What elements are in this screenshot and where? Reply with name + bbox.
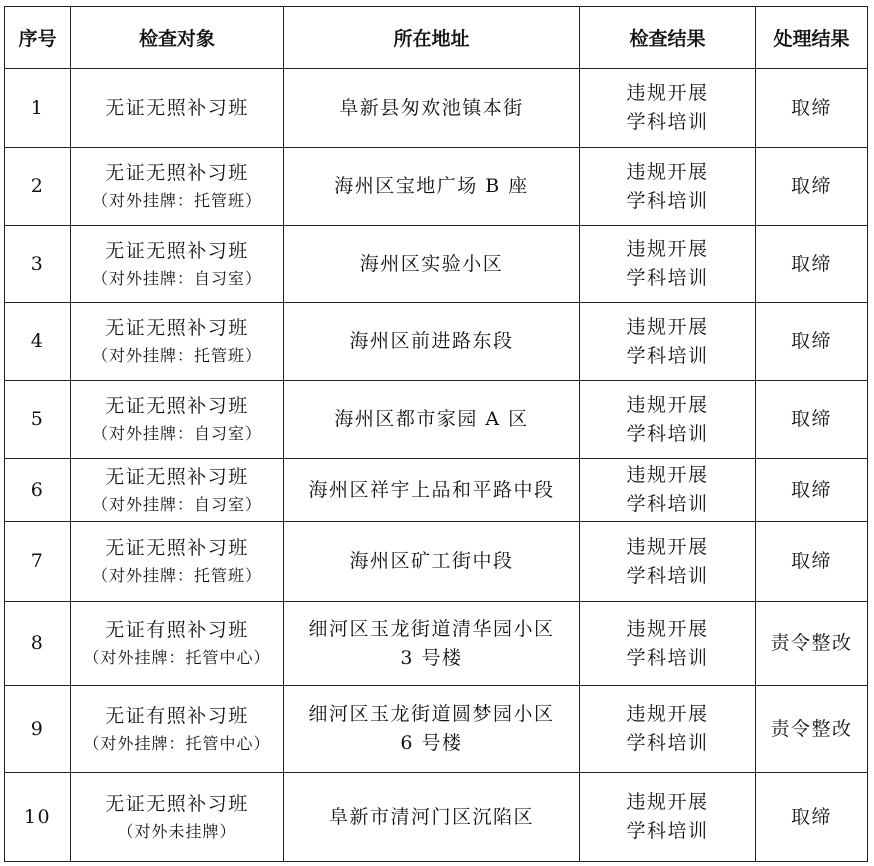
handling-result: 取缔 xyxy=(790,330,832,352)
inspection-object-cell xyxy=(71,522,284,602)
address-line: 海州区矿工街中段 xyxy=(349,550,514,572)
table-row xyxy=(5,148,868,226)
object-signage-note: （对外挂牌：托管班） xyxy=(91,566,262,585)
inspection-object: 无证无照补习班 xyxy=(105,239,249,262)
inspection-object-cell xyxy=(71,773,284,862)
inspection-result-cell xyxy=(580,773,756,862)
inspection-object: 无证有照补习班 xyxy=(105,704,249,727)
inspection-result-line: 学科培训 xyxy=(626,111,709,133)
address-cell xyxy=(284,459,580,522)
inspection-result-cell xyxy=(580,522,756,602)
inspection-result-cell xyxy=(580,226,756,303)
serial-number: 2 xyxy=(30,175,45,197)
handling-result: 取缔 xyxy=(790,175,832,197)
serial-number: 10 xyxy=(23,805,52,828)
table-row xyxy=(5,602,868,686)
serial-number-cell xyxy=(5,69,71,148)
handling-result: 取缔 xyxy=(790,805,832,828)
serial-number: 3 xyxy=(30,252,45,275)
table-row xyxy=(5,226,868,303)
inspection-object-cell xyxy=(71,602,284,686)
inspection-object: 无证有照补习班 xyxy=(105,619,249,641)
header-handling-result: 处理结果 xyxy=(756,7,868,69)
object-signage-note: （对外挂牌：托管班） xyxy=(91,346,262,365)
serial-number: 8 xyxy=(30,632,45,654)
serial-number-cell xyxy=(5,459,71,522)
serial-number: 5 xyxy=(30,408,45,430)
inspection-object: 无证无照补习班 xyxy=(105,537,249,559)
inspection-object: 无证无照补习班 xyxy=(105,162,249,184)
address-cell xyxy=(284,602,580,686)
handling-result-cell xyxy=(756,522,868,602)
serial-number: 7 xyxy=(30,550,45,572)
inspection-result-line: 学科培训 xyxy=(626,732,709,754)
inspection-result-line: 学科培训 xyxy=(626,820,709,842)
inspection-object: 无证无照补习班 xyxy=(105,792,249,815)
address-line: 阜新市清河门区沉陷区 xyxy=(328,805,534,828)
inspection-result-cell xyxy=(580,69,756,148)
inspection-result-line: 违规开展 xyxy=(626,791,709,813)
object-signage-note: （对外挂牌：托管中心） xyxy=(83,733,271,753)
address-cell xyxy=(284,773,580,862)
object-signage-note: （对外未挂牌） xyxy=(117,821,237,841)
table-row xyxy=(5,522,868,602)
inspection-object-cell xyxy=(71,69,284,148)
handling-result: 取缔 xyxy=(790,252,832,275)
inspection-result-line: 违规开展 xyxy=(626,393,709,416)
object-signage-note: （对外挂牌：自习室） xyxy=(91,268,262,288)
serial-number-cell xyxy=(5,226,71,303)
object-signage-note: （对外挂牌：自习室） xyxy=(91,424,262,443)
serial-number: 4 xyxy=(30,330,45,352)
inspection-result-cell xyxy=(580,686,756,773)
inspection-result-line: 违规开展 xyxy=(626,617,709,640)
inspection-result-line: 学科培训 xyxy=(626,646,709,669)
inspection-result-line: 学科培训 xyxy=(626,189,709,212)
handling-result-cell xyxy=(756,773,868,862)
address-cell xyxy=(284,148,580,226)
inspection-result-cell xyxy=(580,459,756,522)
handling-result-cell xyxy=(756,148,868,226)
inspection-result-line: 学科培训 xyxy=(626,267,709,289)
header-inspection-object: 检查对象 xyxy=(71,7,284,69)
header-address: 所在地址 xyxy=(284,7,580,69)
inspection-result-line: 违规开展 xyxy=(626,464,709,486)
table-row xyxy=(5,303,868,381)
handling-result: 取缔 xyxy=(790,478,832,501)
header-serial-number: 序号 xyxy=(5,7,71,69)
object-signage-note: （对外挂牌：托管中心） xyxy=(83,648,271,667)
inspection-result-line: 学科培训 xyxy=(626,493,709,515)
address-line: 海州区前进路东段 xyxy=(349,330,514,352)
table-row xyxy=(5,381,868,459)
address-cell xyxy=(284,226,580,303)
address-cell xyxy=(284,69,580,148)
header-row xyxy=(5,7,868,69)
inspection-result-line: 违规开展 xyxy=(626,703,709,725)
inspection-result-line: 违规开展 xyxy=(626,535,709,558)
handling-result-cell xyxy=(756,303,868,381)
handling-result: 责令整改 xyxy=(770,717,853,740)
object-signage-note: （对外挂牌：托管班） xyxy=(91,191,262,210)
address-cell xyxy=(284,522,580,602)
address-cell xyxy=(284,303,580,381)
handling-result-cell xyxy=(756,381,868,459)
handling-result-cell xyxy=(756,459,868,522)
inspection-object: 无证无照补习班 xyxy=(105,96,249,119)
table-body xyxy=(5,69,868,862)
inspection-object-cell xyxy=(71,459,284,522)
inspection-object-cell xyxy=(71,686,284,773)
table-row xyxy=(5,459,868,522)
address-line: 3 号楼 xyxy=(400,646,463,669)
address-line: 海州区实验小区 xyxy=(359,252,504,275)
handling-result: 责令整改 xyxy=(770,632,853,654)
address-line: 细河区玉龙街道圆梦园小区 xyxy=(308,703,555,725)
serial-number-cell xyxy=(5,303,71,381)
serial-number: 6 xyxy=(30,478,45,501)
inspection-result-line: 学科培训 xyxy=(626,422,709,445)
serial-number-cell xyxy=(5,686,71,773)
address-cell xyxy=(284,381,580,459)
inspection-result-cell xyxy=(580,381,756,459)
serial-number-cell xyxy=(5,522,71,602)
handling-result-cell xyxy=(756,69,868,148)
handling-result-cell xyxy=(756,226,868,303)
inspection-result-line: 违规开展 xyxy=(626,82,709,104)
inspection-object-cell xyxy=(71,148,284,226)
handling-result: 取缔 xyxy=(790,96,832,119)
address-line: 阜新县匆欢池镇本街 xyxy=(339,96,524,119)
inspection-result-line: 学科培训 xyxy=(626,344,709,367)
inspection-result-line: 违规开展 xyxy=(626,238,709,260)
address-line: 海州区宝地广场 B 座 xyxy=(334,175,529,197)
handling-result: 取缔 xyxy=(790,408,832,430)
serial-number-cell xyxy=(5,148,71,226)
inspection-object: 无证无照补习班 xyxy=(105,465,249,488)
handling-result-cell xyxy=(756,686,868,773)
inspection-table xyxy=(4,6,868,862)
inspection-object: 无证无照补习班 xyxy=(105,395,249,417)
handling-result-cell xyxy=(756,602,868,686)
inspection-result-line: 违规开展 xyxy=(626,160,709,183)
serial-number-cell xyxy=(5,381,71,459)
object-signage-note: （对外挂牌：自习室） xyxy=(91,494,262,514)
table-row xyxy=(5,686,868,773)
inspection-object: 无证无照补习班 xyxy=(105,317,249,339)
serial-number: 1 xyxy=(30,96,45,119)
table-row xyxy=(5,773,868,862)
table-row xyxy=(5,69,868,148)
header-inspection-result: 检查结果 xyxy=(580,7,756,69)
inspection-result-cell xyxy=(580,602,756,686)
inspection-result-line: 学科培训 xyxy=(626,564,709,587)
serial-number: 9 xyxy=(30,717,45,740)
address-line: 海州区祥宇上品和平路中段 xyxy=(308,478,555,501)
serial-number-cell xyxy=(5,602,71,686)
address-cell xyxy=(284,686,580,773)
inspection-result-cell xyxy=(580,148,756,226)
inspection-object-cell xyxy=(71,381,284,459)
inspection-object-cell xyxy=(71,226,284,303)
serial-number-cell xyxy=(5,773,71,862)
inspection-result-line: 违规开展 xyxy=(626,315,709,338)
handling-result: 取缔 xyxy=(790,550,832,572)
inspection-object-cell xyxy=(71,303,284,381)
address-line: 海州区都市家园 A 区 xyxy=(334,408,529,430)
address-line: 细河区玉龙街道清华园小区 xyxy=(308,617,555,640)
address-line: 6 号楼 xyxy=(400,732,463,754)
inspection-result-cell xyxy=(580,303,756,381)
